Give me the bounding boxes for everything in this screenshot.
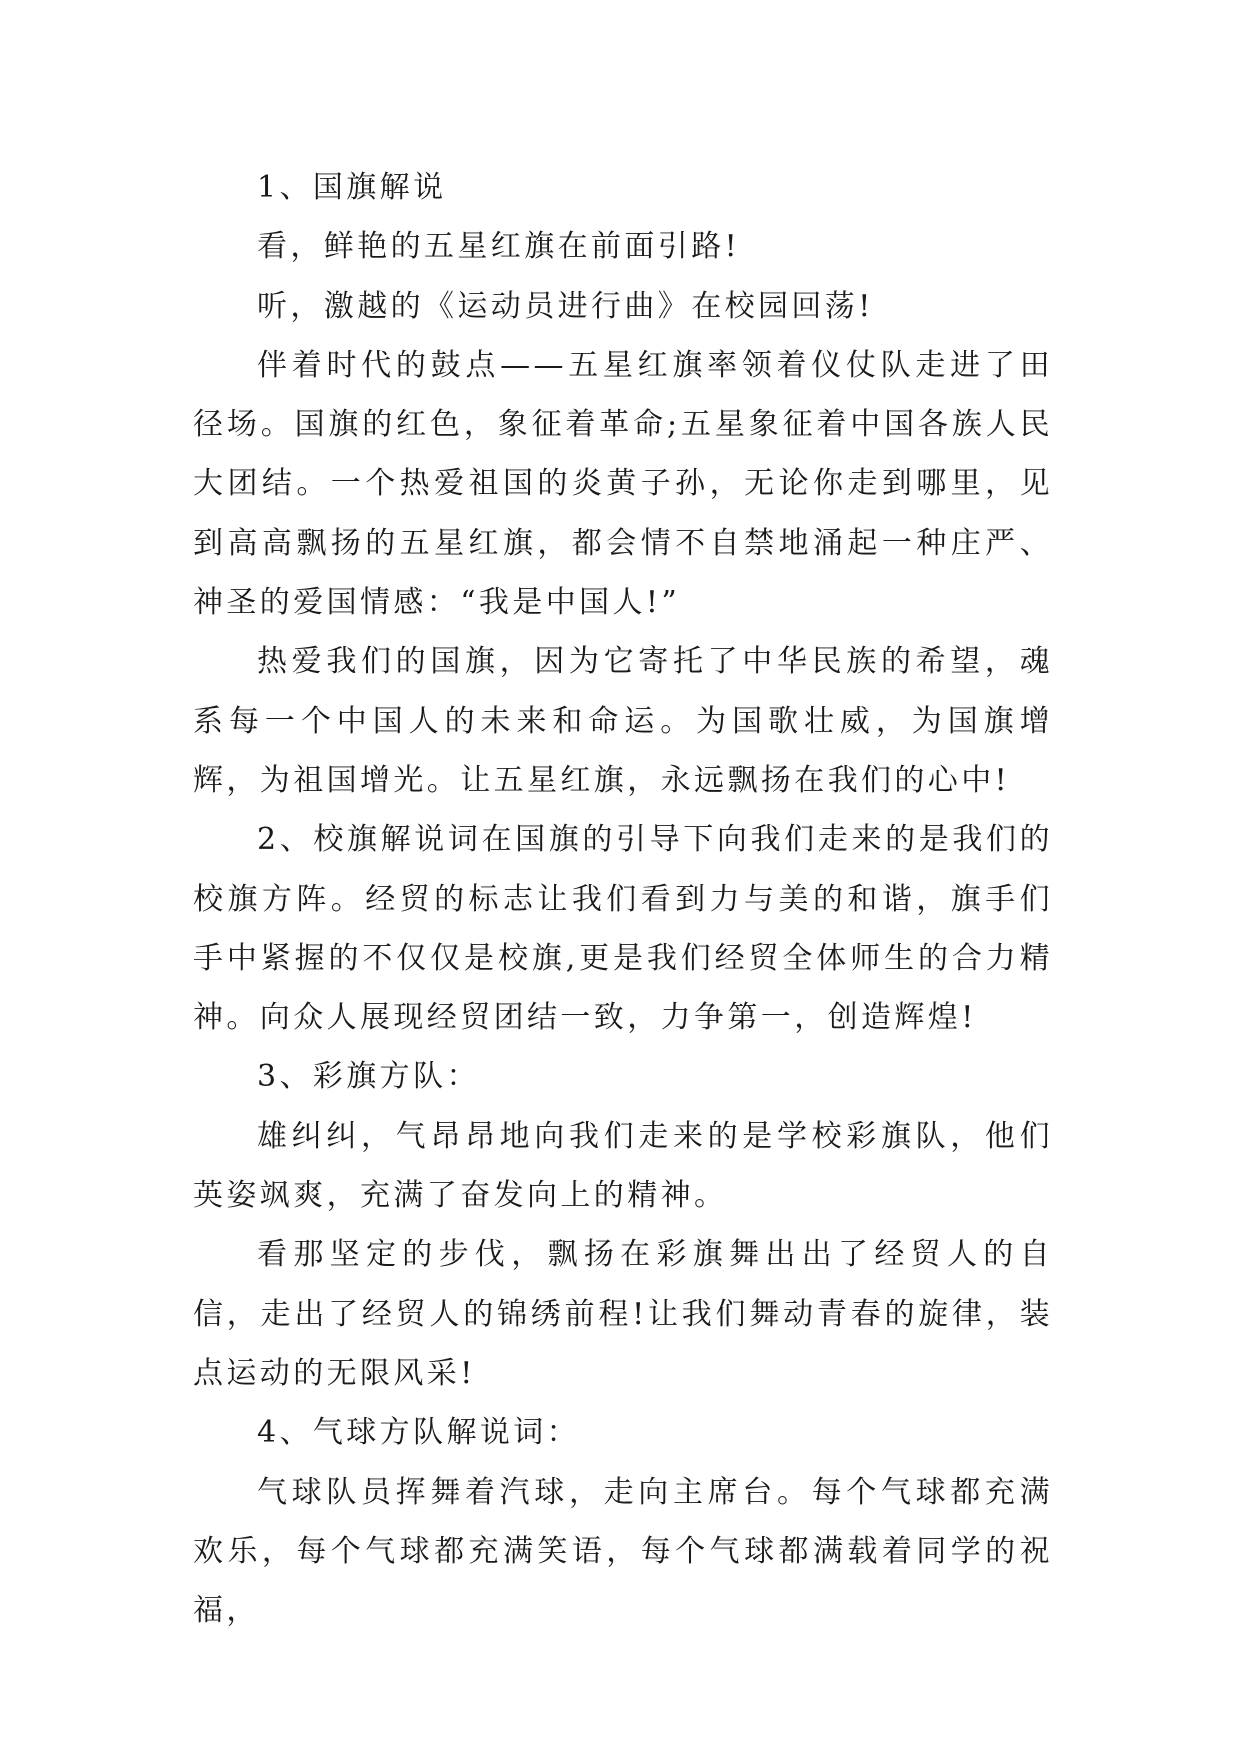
paragraph-color-flag-team: 雄纠纠，气昂昂地向我们走来的是学校彩旗队，他们英姿飒爽，充满了奋发向上的精神。	[193, 1118, 1053, 1214]
paragraph-balloon-team: 气球队员挥舞着汽球，走向主席台。每个气球都充满欢乐，每个气球都充满笑语，每个气球都满载着同学的祝福，	[193, 1474, 1053, 1629]
paragraph-listen: 听，激越的《运动员进行曲》在校园回荡!	[257, 288, 874, 324]
heading-balloon-team: 4、气球方队解说词：	[257, 1415, 581, 1451]
paragraph-school-flag: 2、校旗解说词在国旗的引导下向我们走来的是我们的校旗方阵。经贸的标志让我们看到力与美的和谐，旗手们手中紧握的不仅仅是校旗,更是我们经贸全体师生的合力精神。向众人展现经贸团结一致，力争第一，创造辉煌!	[193, 822, 1053, 1036]
paragraph-flag-meaning: 伴着时代的鼓点——五星红旗率领着仪仗队走进了田径场。国旗的红色，象征着革命;五星象征着中国各族人民大团结。一个热爱祖国的炎黄子孙，无论你走到哪里，见到高高飘扬的五星红旗，都会情不自禁地涌起一种庄严、神圣的爱国情感：“我是中国人!”	[193, 347, 1053, 621]
paragraph-steps: 看那坚定的步伐，飘扬在彩旗舞出出了经贸人的自信，走出了经贸人的锦绣前程!让我们舞动青春的旋律，装点运动的无限风采!	[193, 1237, 1053, 1391]
document-body	[193, 158, 1053, 1640]
heading-color-flag-team: 3、彩旗方队：	[257, 1059, 480, 1095]
paragraph-look: 看，鲜艳的五星红旗在前面引路!	[257, 229, 741, 265]
paragraph-love-flag: 热爱我们的国旗，因为它寄托了中华民族的希望，魂系每一个中国人的未来和命运。为国歌壮威，为国旗增辉，为祖国增光。让五星红旗，永远飘扬在我们的心中!	[193, 644, 1053, 798]
heading-national-flag: 1、国旗解说	[257, 170, 447, 205]
